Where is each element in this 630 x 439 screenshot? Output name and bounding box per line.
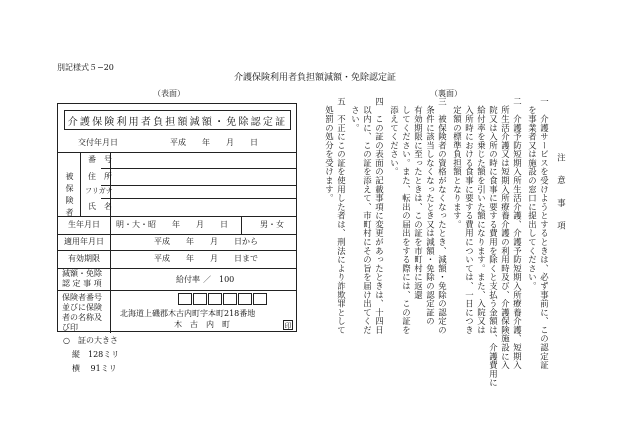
- insurer-label-line4: び印: [62, 323, 78, 332]
- issue-date-label: 交付年月日: [78, 138, 118, 147]
- note-line: 院又は入所の時に食事に要する費用を除くと支払う金額は、介護費用に: [488, 97, 499, 388]
- birth-value: 明・大・昭 年 月 日: [116, 220, 228, 229]
- note-line: 定額の標準負担額となります。: [452, 97, 463, 229]
- note-line: 四 この証の表面の記載事項に変更があったときは、十四日: [374, 97, 385, 335]
- name-label: 氏 名: [88, 202, 112, 211]
- seal-box: 印: [284, 322, 292, 330]
- front-label: （表面）: [153, 89, 185, 98]
- insurer-label-line3: 者の名称及: [62, 313, 102, 322]
- rate-label: 給付率: [176, 275, 200, 284]
- reduction-label-line2: 認 定 事 項: [62, 279, 102, 288]
- form-number: 別記様式５−20: [57, 63, 114, 72]
- insured-label: 被保険者: [65, 172, 74, 220]
- card-title: 介護保険利用者負担額減額・免除認定証: [64, 110, 291, 130]
- note-line: さい。: [350, 97, 361, 133]
- furigana-label: フリガナ: [85, 187, 113, 195]
- insurer-name: 木 古 内 町: [174, 320, 230, 329]
- valid-until-value: 平成 年 月 日まで: [154, 254, 258, 263]
- birth-label: 生年月日: [68, 220, 100, 229]
- number-label: 番 号: [88, 155, 112, 164]
- size-note-width: 横 91ミリ: [72, 364, 117, 373]
- valid-until-label: 有効期限: [68, 254, 100, 263]
- insurer-label-line2: 並びに保険: [62, 303, 102, 312]
- note-line: 入所時における食事に要する費用については、一日につき: [464, 97, 475, 335]
- note-line: 五 不正にこの証を使用した者は、刑法により詐欺罪として: [336, 97, 347, 335]
- insurer-label-line1: 保険者番号: [62, 293, 102, 302]
- issue-date-value: 平成 年 月 日: [170, 138, 258, 147]
- notes-heading: 注 意 事 項: [556, 153, 567, 233]
- gender-value: 男・女: [260, 220, 284, 229]
- note-line: を事業者又は施設の窓口に提出してください。: [527, 97, 538, 291]
- note-line: 処罰の処分を受けます。: [324, 97, 335, 203]
- note-line: 有効期限に至ったときは、この証を市町村に返還: [413, 97, 424, 300]
- rate-value: ／ 100: [203, 275, 235, 284]
- note-line: 所生活介護又は短期入所療養介護の利用時及び、介護保険施設に入: [500, 97, 511, 370]
- certificate-card-front: [57, 103, 297, 332]
- size-note-height: 縦 128ミリ: [72, 350, 120, 359]
- note-line: 三 被保険者の資格がなくなったとき、減額・免除の認定の: [437, 97, 448, 335]
- start-date-value: 平成 年 月 日から: [154, 237, 258, 246]
- note-line: 一 介護サービスを受けようとするときは、必ず事前に、この認定証: [539, 97, 550, 370]
- note-line: してください。また、転出の届出をする際には、この証を: [401, 97, 412, 335]
- address-label: 住 所: [88, 172, 112, 181]
- insurer-number-boxes: [178, 293, 274, 305]
- start-date-label: 適用年月日: [64, 237, 104, 246]
- note-line: 給付率を乗じた額を引いた額になります。また、入院又は: [476, 97, 487, 335]
- size-note-heading: ○ 証の大きさ: [63, 336, 118, 345]
- note-line: 以内に、この証を添えて、市町村にその旨を届け出てくだ: [362, 97, 373, 335]
- document-title: 介護保険利用者負担額減額・免除認定証: [234, 73, 397, 83]
- notes-section: [324, 97, 574, 388]
- back-label: （裏面）: [430, 89, 462, 98]
- note-line: 二 介護予防短期入所生活介護、介護予防短期入所療養介護、短期入: [512, 97, 523, 370]
- note-line: 添えてください。: [389, 97, 400, 177]
- note-line: 条件に該当しなくなったとき又は減額・免除の認定証の: [425, 97, 436, 326]
- insurer-address: 北海道上磯郡木古内町字本町218番地: [120, 309, 256, 318]
- reduction-label-line1: 減額・免除: [62, 269, 102, 278]
